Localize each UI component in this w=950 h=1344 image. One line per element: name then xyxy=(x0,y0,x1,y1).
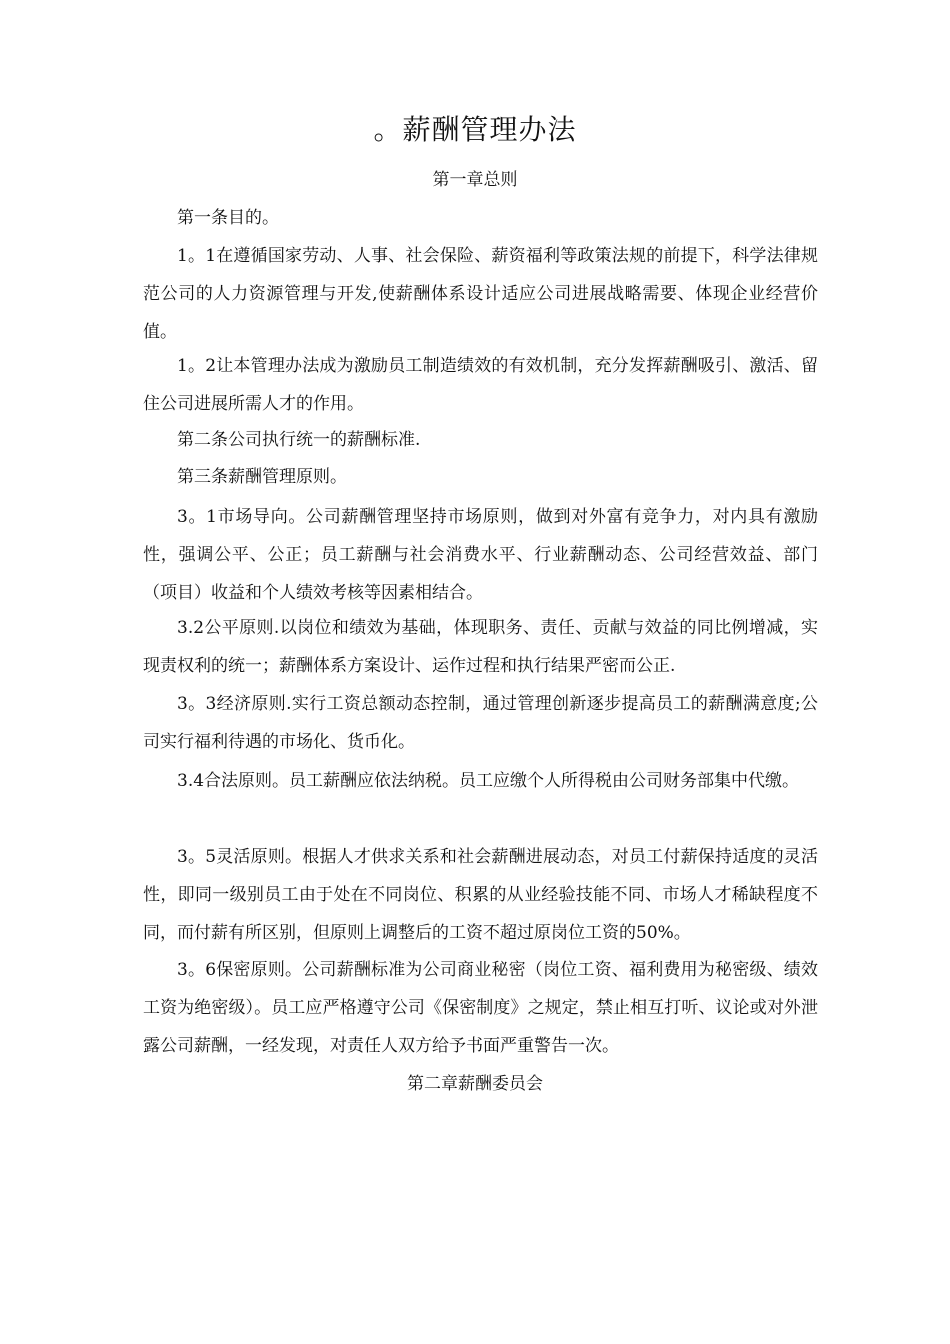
article-3-title: 第三条薪酬管理原则。 xyxy=(177,467,347,487)
paragraph-1-2: 1。2让本管理办法成为激励员工制造绩效的有效机制，充分发挥薪酬吸引、激活、留住公司进展所需人才的作用。 xyxy=(143,356,818,414)
article-2: 第二条公司执行统一的薪酬标准. xyxy=(177,430,421,450)
paragraph-3-6: 3。6保密原则。公司薪酬标准为公司商业秘密（岗位工资、福利费用为秘密级、绩效工资为绝密级）。员工应严格遵守公司《保密制度》之规定，禁止相互打听、议论或对外泄露公司薪酬，一经发现，对责任人双方给予书面严重警告一次。 xyxy=(143,960,818,1056)
article-1-title: 第一条目的。 xyxy=(177,208,279,228)
paragraph-3-3: 3。3经济原则.实行工资总额动态控制，通过管理创新逐步提高员工的薪酬满意度;公司实行福利待遇的市场化、货币化。 xyxy=(143,694,818,752)
paragraph-3-5: 3。5灵活原则。根据人才供求关系和社会薪酬进展动态，对员工付薪保持适度的灵活性，即同一级别员工由于处在不同岗位、积累的从业经验技能不同、市场人才稀缺程度不同，而付薪有所区别，但原则上调整后的工资不超过原岗位工资的50%。 xyxy=(143,847,818,943)
chapter-1-heading: 第一章总则 xyxy=(432,170,518,190)
paragraph-1-1: 1。1在遵循国家劳动、人事、社会保险、薪资福利等政策法规的前提下，科学法律规范公司的人力资源管理与开发,使薪酬体系设计适应公司进展战略需要、体现企业经营价值。 xyxy=(143,246,818,342)
chapter-2-heading: 第二章薪酬委员会 xyxy=(407,1074,543,1094)
paragraph-3-1: 3。1市场导向。公司薪酬管理坚持市场原则，做到对外富有竞争力，对内具有激励性，强调公平、公正；员工薪酬与社会消费水平、行业薪酬动态、公司经营效益、部门（项目）收益和个人绩效考核等因素相结合。 xyxy=(143,507,818,603)
paragraph-3-2: 3.2公平原则.以岗位和绩效为基础，体现职务、责任、贡献与效益的同比例增减，实现责权利的统一；薪酬体系方案设计、运作过程和执行结果严密而公正. xyxy=(143,618,818,676)
paragraph-3-4: 3.4合法原则。员工薪酬应依法纳税。员工应缴个人所得税由公司财务部集中代缴。 xyxy=(177,771,800,791)
document-title: 。薪酬管理办法 xyxy=(373,113,577,146)
